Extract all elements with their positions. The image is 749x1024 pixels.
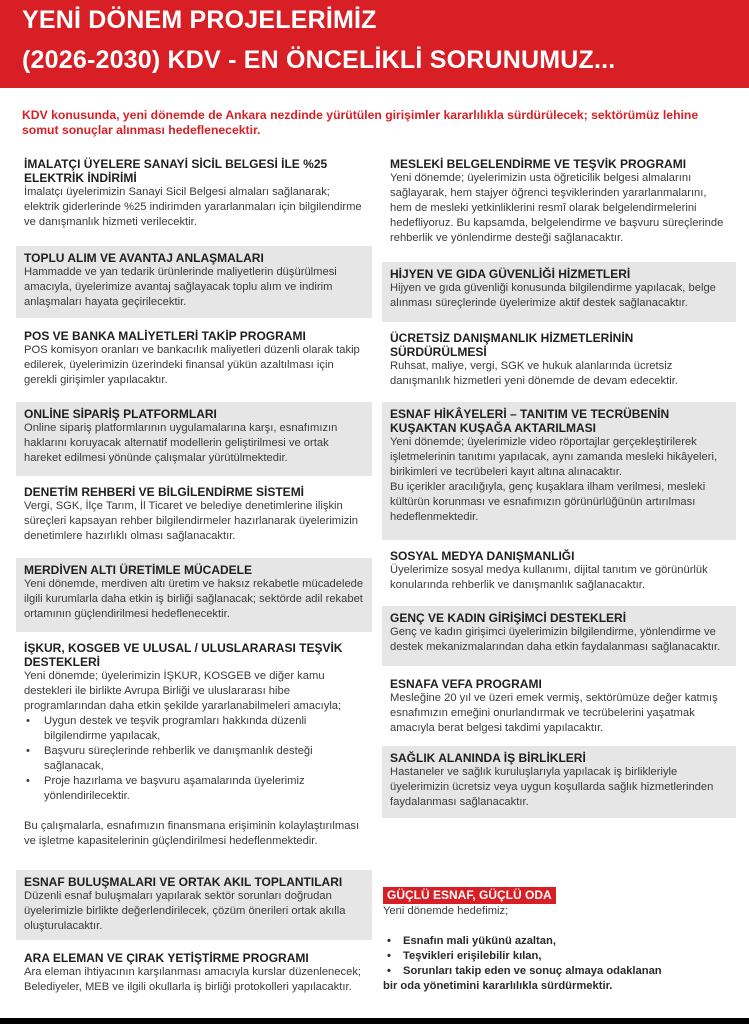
section-text: Yeni dönemde; üyelerimizin usta öğreticilik belgesi almalarını sağlayarak, hem stajyer öğrenci teşviklerinden yararlanmalarını, hem de mesleki yetkinliklerini resmî olarak belgelendirmelerini hedefliyoruz. Bu kapsamda, belgelendirme ve başvuru süreçlerinde rehberlik ve yönlendirme desteği sağlanacaktır. <box>390 172 724 244</box>
section-text: Hammadde ve yan tedarik ürünlerinde maliyetlerin düşürülmesi amacıyla, üyelerimize avantaj sağlayacak toplu alım ve indirim anlaşmaları hayata geçirilecektir. <box>24 266 337 308</box>
section-text: Düzenli esnaf buluşmaları yapılarak sektör sorunları doğrudan üyelerimizle birlikte değerlendirilecek, çözüm önerileri ortak akılla oluşturulacaktır. <box>24 890 346 932</box>
section-title: HİJYEN VE GIDA GÜVENLİĞİ HİZMETLERİ <box>390 267 631 281</box>
section-title: SAĞLIK ALANINDA İŞ BİRLİKLERİ <box>390 751 586 765</box>
section-title: ESNAF HİKÂYELERİ – TANITIM VE TECRÜBENİN KUŞAKTAN KUŞAĞA AKTARILMASI <box>390 407 670 435</box>
section-title: ONLİNE SİPARİŞ PLATFORMLARI <box>24 407 217 421</box>
section-title: MESLEKİ BELGELENDİRME VE TEŞVİK PROGRAMI <box>390 157 687 171</box>
section-text: Vergi, SGK, İlçe Tarım, İl Ticaret ve belediye denetimlerine ilişkin süreçleri kapsayan rehber bilgilendirmeler hazırlanarak üyelerimizin denetimlere hazırlıklı olması sağlanacaktır. <box>24 500 358 542</box>
section-title: ÜCRETSİZ DANIŞMANLIK HİZMETLERİNİN SÜRDÜRÜLMESİ <box>390 331 634 359</box>
header-banner <box>0 0 749 88</box>
section-text: Üyelerimize sosyal medya kullanımı, dijital tanıtım ve görünürlük konularında rehberlik ve danışmanlık sağlanacaktır. <box>390 564 708 591</box>
bullet-list <box>24 714 365 804</box>
section-denetim-rehberi <box>16 480 372 554</box>
section-ara-eleman <box>16 946 372 1008</box>
section-title: SOSYAL MEDYA DANIŞMANLIĞI <box>390 549 575 563</box>
section-title: TOPLU ALIM VE AVANTAJ ANLAŞMALARI <box>24 251 264 265</box>
section-title: MERDİVEN ALTI ÜRETİMLE MÜCADELE <box>24 563 252 577</box>
section-toplu-alim <box>16 246 372 318</box>
section-text: Yeni dönemde, merdiven altı üretim ve haksız rekabetle mücadelede ilgili kurumlarla daha etkin iş birliği sağlanacak; sektörde adil rekabet ortamının güçlendirilmesi hedeflenecektir. <box>24 578 364 620</box>
section-title: ESNAF BULUŞMALARI VE ORTAK AKIL TOPLANTILARI <box>24 875 343 889</box>
section-genc-kadin <box>382 606 736 666</box>
section-title: ARA ELEMAN VE ÇIRAK YETİŞTİRME PROGRAMI <box>24 951 309 965</box>
section-text: Mesleğine 20 yıl ve üzeri emek vermiş, sektörümüze değer katmış esnafımızın emeğini onurlandırmak ve tecrübelerini yaşatmak amacıyla berat belgesi takdimi yapılacaktır. <box>390 692 718 734</box>
section-mesleki-belgelendirme <box>382 152 736 256</box>
section-text-2: Bu içerikler aracılığıyla, genç kuşaklara ilham verilmesi, mesleki kültürün korunması ve esnafımızın görünürlüğünün artırılması hedeflenmektedir. <box>390 481 706 523</box>
section-merdiven-alti <box>16 558 372 632</box>
section-esnaf-bulusmalari <box>16 870 372 940</box>
bullet-item: • Başvuru süreçlerinde rehberlik ve danışmanlık desteği sağlanacak, <box>44 744 365 774</box>
final-closing: bir oda yönetimini kararlılıkla sürdürmektir. <box>383 980 613 992</box>
section-title: GENÇ VE KADIN GİRİŞİMCİ DESTEKLERİ <box>390 611 627 625</box>
section-text: Ruhsat, maliye, vergi, SGK ve hukuk alanlarında ücretsiz danışmanlık hizmetleri yeni dönemde de devam edecektir. <box>390 360 678 387</box>
final-subtitle: Yeni dönemde hedefimiz; <box>383 905 509 917</box>
section-guclu-esnaf <box>383 886 735 994</box>
bottom-divider <box>0 1018 749 1024</box>
bullet-item: • Sorunları takip eden ve sonuç almaya odaklanan <box>403 964 735 979</box>
section-esnafa-vefa <box>382 672 736 742</box>
section-title: DENETİM REHBERİ VE BİLGİLENDİRME SİSTEMİ <box>24 485 305 499</box>
section-title: İMALATÇI ÜYELERE SANAYİ SİCİL BELGESİ İLE %25 ELEKTRİK İNDİRİMİ <box>24 157 328 185</box>
section-online-siparis <box>16 402 372 476</box>
section-iskur-kosgeb <box>16 636 372 864</box>
final-bullet-list <box>383 934 735 979</box>
section-saglik <box>382 746 736 818</box>
section-text: POS komisyon oranları ve bankacılık maliyetleri düzenli olarak takip edilerek, üyelerimizin üzerindeki finansal yükün azaltılması için gerekli girişimler yapılacaktır. <box>24 344 360 386</box>
section-title: POS VE BANKA MALİYETLERİ TAKİP PROGRAMI <box>24 329 306 343</box>
bullet-item: • Esnafın mali yükünü azaltan, <box>403 934 735 949</box>
bullet-item: • Proje hazırlama ve başvuru aşamalarında üyelerimiz yönlendirilecektir. <box>44 774 365 804</box>
section-text: Hastaneler ve sağlık kuruluşlarıyla yapılacak iş birlikleriyle üyelerimizin ücretsiz veya uygun koşullarda sağlık hizmetlerinden faydalanması sağlanacaktır. <box>390 766 714 808</box>
section-text: Online sipariş platformlarının uygulamalarına karşı, esnafımızın haklarını koruyacak alternatif modellerin geliştirilmesi ve ortak hareket edilmesi yönünde çalışmalar yürütülmektedir. <box>24 422 338 464</box>
section-ucretsiz-danismanlik <box>382 326 736 396</box>
section-text: Hijyen ve gıda güvenliği konusunda bilgilendirme yapılacak, belge alınması süreçlerinde üyelerimize aktif destek sağlanacaktır. <box>390 282 716 309</box>
section-text: Genç ve kadın girişimci üyelerimizin bilgilendirme, yönlendirme ve destek mekanizmalarından daha etkin faydalanması sağlanacaktır. <box>390 626 721 653</box>
header-title-line2: (2026-2030) KDV - EN ÖNCELİKLİ SORUNUMUZ... <box>22 46 616 74</box>
section-text: Yeni dönemde; üyelerimizle video röportajlar gerçekleştirilerek işletmelerinin tanıtımı yapılacak, aynı zamanda mesleki hikâyeleri, birikimleri ve tecrübeleri kayıt altına alınacaktır. <box>390 436 718 478</box>
header-title-line1: YENİ DÖNEM PROJELERİMİZ <box>22 6 377 34</box>
section-title: ESNAFA VEFA PROGRAMI <box>390 677 542 691</box>
section-text: Ara eleman ihtiyacının karşılanması amacıyla kurslar düzenlenecek; Belediyeler, MEB ve ilgili okullarla iş birliği protokolleri yapılacaktır. <box>24 966 362 993</box>
section-pos-banka <box>16 324 372 398</box>
final-title-badge: GÜÇLÜ ESNAF, GÜÇLÜ ODA <box>383 887 556 904</box>
section-title: İŞKUR, KOSGEB VE ULUSAL / ULUSLARARASI TEŞVİK DESTEKLERİ <box>24 641 343 669</box>
section-sosyal-medya <box>382 544 736 602</box>
bullet-item: • Teşvikleri erişilebilir kılan, <box>403 949 735 964</box>
section-esnaf-hikayeleri <box>382 402 736 540</box>
section-text: Yeni dönemde; üyelerimizin İŞKUR, KOSGEB ve diğer kamu destekleri ile birlikte Avrupa Birliği ve uluslararası hibe programlarından daha etkin şekilde yararlanabilmeleri amacıyla; <box>24 670 342 712</box>
section-closing: Bu çalışmalarla, esnafımızın finansmana erişiminin kolaylaştırılması ve işletme kapasitelerinin güçlendirilmesi hedeflenmektedir. <box>24 820 360 847</box>
intro-text: KDV konusunda, yeni dönemde de Ankara nezdinde yürütülen girişimler kararlılıkla sürdürülecek; sektörümüz lehine somut sonuçlar alınması hedeflenecektir. <box>22 108 699 137</box>
bullet-item: • Uygun destek ve teşvik programları hakkında düzenli bilgilendirme yapılacak, <box>44 714 365 744</box>
section-text: İmalatçı üyelerimizin Sanayi Sicil Belgesi almaları sağlanarak; elektrik giderlerinde %25 indirimden yararlanmaları için bilgilendirme ve danışmanlık hizmeti verilecektir. <box>24 186 362 228</box>
section-hijyen <box>382 262 736 322</box>
section-sanayi-sicil <box>16 152 372 242</box>
